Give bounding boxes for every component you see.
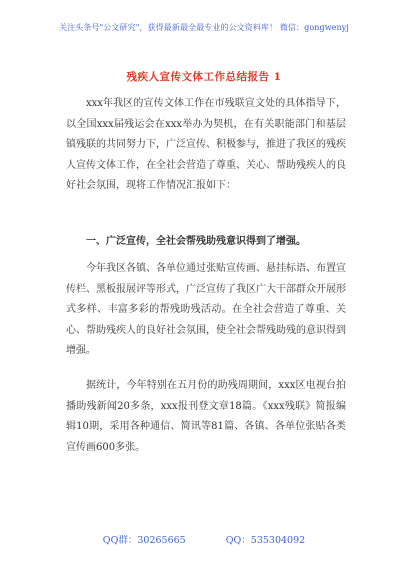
footer-qq-group: QQ群：30265665 xyxy=(102,535,186,546)
paragraph-intro: xxx年我区的宣传文体工作在市残联宣文处的具体指导下，以全国xxx届残运会在xxx举办为契机，在有关职能部门和基层镇残联的共同努力下，广泛宣传、积极参与，推进了我区的残疾人宣传文体工作，在全社会营造了尊重、关心、帮助残疾人的良好社会氛围，现将工作情况汇报如下： xyxy=(66,98,346,191)
footer-contact xyxy=(0,532,408,546)
document-title: 残疾人宣传文体工作总结报告 1 xyxy=(126,71,282,83)
section-heading: 一、广泛宣传，全社会帮残助残意识得到了增强。 xyxy=(86,236,306,247)
header-banner: 关注头条号"公文研究"，获得最新最全最专业的公文资料库！ 微信：gongwenyj xyxy=(59,23,349,32)
paragraph-publicity: 今年我区各镇、各单位通过张贴宣传画、悬挂标语、布置宣传栏、黑板报展评等形式，广泛宣传了我区广大干部群众开展形式多样、丰富多彩的帮残助残活动。在全社会营造了尊重、关心、帮助残疾人的良好社会氛围，使全社会帮残助残的意识得到增强。 xyxy=(66,263,346,356)
footer-qq: QQ：535304092 xyxy=(225,535,306,546)
paragraph-statistics: 据统计，今年特别在五月份的助残周期间，xxx区电视台拍播助残新闻20多条，xxx报刊登文章18篇。《xxx残联》简报编辑10期，采用各种通信、简讯等81篇、各镇、各单位张贴各类宣传画600多张。 xyxy=(66,380,346,453)
